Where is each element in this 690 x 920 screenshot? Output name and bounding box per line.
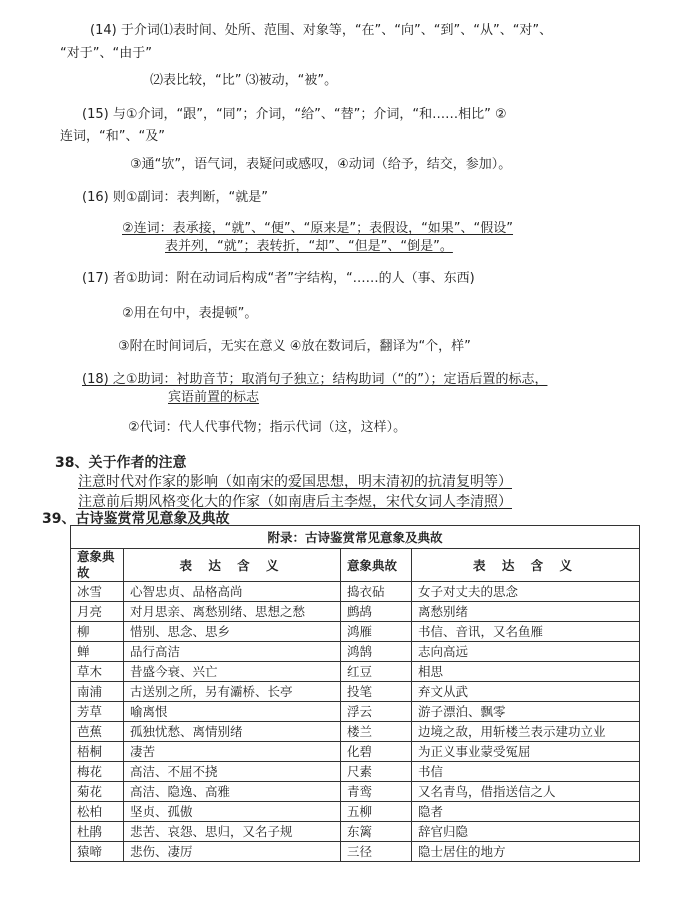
- item-15-line-3: ③通“欤”，语气词，表疑问或感叹，④动词（给予，结交，参加）。: [130, 157, 512, 172]
- item-15-line-2: 连词，“和”、“及”: [60, 129, 165, 144]
- table-row: [71, 842, 640, 862]
- meaning-cell-2: 又名青鸟，借指送信之人: [412, 782, 640, 802]
- table-title: 附录：古诗鉴赏常见意象及典故: [71, 526, 640, 549]
- section-39-heading: 39、古诗鉴赏常见意象及典故: [42, 511, 230, 527]
- meaning-cell-2: 离愁别绪: [412, 602, 640, 622]
- item-17-line-1: (17) 者①助词：附在动词后构成“者”字结构，“……的人（事、东西): [82, 271, 475, 286]
- table-row: [71, 622, 640, 642]
- item-14-line-2: “对于”、“由于”: [60, 46, 152, 61]
- meaning-cell: 凄苦: [124, 742, 341, 762]
- imagery-cell-2: 青鸾: [341, 782, 412, 802]
- item-16-line-1: (16) 则①副词：表判断，“就是”: [82, 190, 268, 205]
- imagery-table: [70, 525, 640, 862]
- imagery-cell: 柳: [71, 622, 124, 642]
- imagery-cell: 芳草: [71, 702, 124, 722]
- item-16-line-2: ②连词：表承接，“就”、“便”、“原来是”；表假设，“如果”、“假设”: [122, 221, 514, 236]
- meaning-cell: 古送别之所，另有灞桥、长亭: [124, 682, 341, 702]
- item-18-line-2: 宾语前置的标志: [168, 390, 260, 405]
- imagery-cell: 芭蕉: [71, 722, 124, 742]
- item-14-line-1: (14) 于介词⑴表时间、处所、范围、对象等，“在”、“向”、“到”、“从”、“对”、: [90, 23, 553, 38]
- imagery-cell-2: 楼兰: [341, 722, 412, 742]
- imagery-cell: 杜鹃: [71, 822, 124, 842]
- item-14-line-3: ⑵表比较，“比” ⑶被动，“被”。: [150, 73, 338, 88]
- table-row: [71, 642, 640, 662]
- imagery-cell: 草木: [71, 662, 124, 682]
- table-row: [71, 702, 640, 722]
- table-row: [71, 782, 640, 802]
- meaning-cell-2: 相思: [412, 662, 640, 682]
- meaning-cell: 孤独忧愁、离情别绪: [124, 722, 341, 742]
- section-38-heading: 38、关于作者的注意: [55, 455, 187, 471]
- imagery-cell-2: 五柳: [341, 802, 412, 822]
- col-header-meaning-2: 表 达 含 义: [412, 549, 640, 582]
- imagery-cell: 菊花: [71, 782, 124, 802]
- table-row: [71, 602, 640, 622]
- meaning-cell: 坚贞、孤傲: [124, 802, 341, 822]
- item-18-line-3: ②代词：代人代事代物；指示代词（这，这样）。: [128, 420, 407, 435]
- table-row: [71, 722, 640, 742]
- meaning-cell-2: 书信: [412, 762, 640, 782]
- meaning-cell: 喻离恨: [124, 702, 341, 722]
- table-row: [71, 662, 640, 682]
- col-header-imagery: 意象典故: [71, 549, 124, 582]
- col-header-imagery-2: 意象典故: [341, 549, 412, 582]
- item-17-line-3: ③附在时间词后，无实在意义 ④放在数词后，翻译为“个，样”: [118, 339, 471, 354]
- item-16-line-3: 表并列，“就”；表转折，“却”、“但是”、“倒是”。: [165, 239, 453, 254]
- imagery-cell-2: 三径: [341, 842, 412, 862]
- item-18-line-1: (18) 之①助词：衬助音节；取消句子独立；结构助词（“的”）；定语后置的标志，: [82, 372, 548, 387]
- table-row: [71, 762, 640, 782]
- imagery-cell: 南浦: [71, 682, 124, 702]
- meaning-cell: 惜别、思念、思乡: [124, 622, 341, 642]
- section-38-line-2: 注意前后期风格变化大的作家（如南唐后主李煜，宋代女词人李清照）: [78, 494, 512, 510]
- meaning-cell: 高洁、隐逸、高雅: [124, 782, 341, 802]
- imagery-cell: 猿啼: [71, 842, 124, 862]
- meaning-cell: 悲伤、凄厉: [124, 842, 341, 862]
- imagery-cell: 梧桐: [71, 742, 124, 762]
- meaning-cell: 品行高洁: [124, 642, 341, 662]
- imagery-cell: 梅花: [71, 762, 124, 782]
- meaning-cell: 昔盛今衰、兴亡: [124, 662, 341, 682]
- imagery-cell-2: 投笔: [341, 682, 412, 702]
- imagery-cell-2: 鹧鸪: [341, 602, 412, 622]
- imagery-cell: 松柏: [71, 802, 124, 822]
- imagery-cell: 冰雪: [71, 582, 124, 602]
- imagery-cell-2: 鸿雁: [341, 622, 412, 642]
- meaning-cell: 悲苦、哀怨、思归，又名子规: [124, 822, 341, 842]
- imagery-cell-2: 化碧: [341, 742, 412, 762]
- table-row: [71, 682, 640, 702]
- meaning-cell-2: 隐者: [412, 802, 640, 822]
- table-row: [71, 582, 640, 602]
- imagery-cell-2: 红豆: [341, 662, 412, 682]
- table-row: [71, 822, 640, 842]
- meaning-cell-2: 为正义事业蒙受冤屈: [412, 742, 640, 762]
- meaning-cell-2: 边境之敌，用斩楼兰表示建功立业: [412, 722, 640, 742]
- meaning-cell: 高洁、不屈不挠: [124, 762, 341, 782]
- meaning-cell-2: 辞官归隐: [412, 822, 640, 842]
- table-row: [71, 802, 640, 822]
- imagery-cell-2: 鸿鹄: [341, 642, 412, 662]
- meaning-cell: 对月思亲、离愁别绪、思想之愁: [124, 602, 341, 622]
- meaning-cell-2: 弃文从武: [412, 682, 640, 702]
- imagery-cell-2: 浮云: [341, 702, 412, 722]
- item-17-line-2: ②用在句中，表提顿”。: [122, 306, 258, 321]
- meaning-cell-2: 隐士居住的地方: [412, 842, 640, 862]
- imagery-cell-2: 东篱: [341, 822, 412, 842]
- col-header-meaning: 表 达 含 义: [124, 549, 341, 582]
- imagery-cell: 蝉: [71, 642, 124, 662]
- table-row: [71, 742, 640, 762]
- section-38-line-1: 注意时代对作家的影响（如南宋的爱国思想，明末清初的抗清复明等）: [78, 474, 512, 490]
- meaning-cell-2: 书信、音讯，又名鱼雁: [412, 622, 640, 642]
- meaning-cell: 心智忠贞、品格高尚: [124, 582, 341, 602]
- imagery-cell: 月亮: [71, 602, 124, 622]
- imagery-cell-2: 捣衣砧: [341, 582, 412, 602]
- imagery-cell-2: 尺素: [341, 762, 412, 782]
- meaning-cell-2: 女子对丈夫的思念: [412, 582, 640, 602]
- meaning-cell-2: 游子漂泊、飘零: [412, 702, 640, 722]
- item-15-line-1: (15) 与①介词，“跟”，“同”；介词，“给”、“替”；介词，“和……相比” ②: [82, 107, 507, 122]
- meaning-cell-2: 志向高远: [412, 642, 640, 662]
